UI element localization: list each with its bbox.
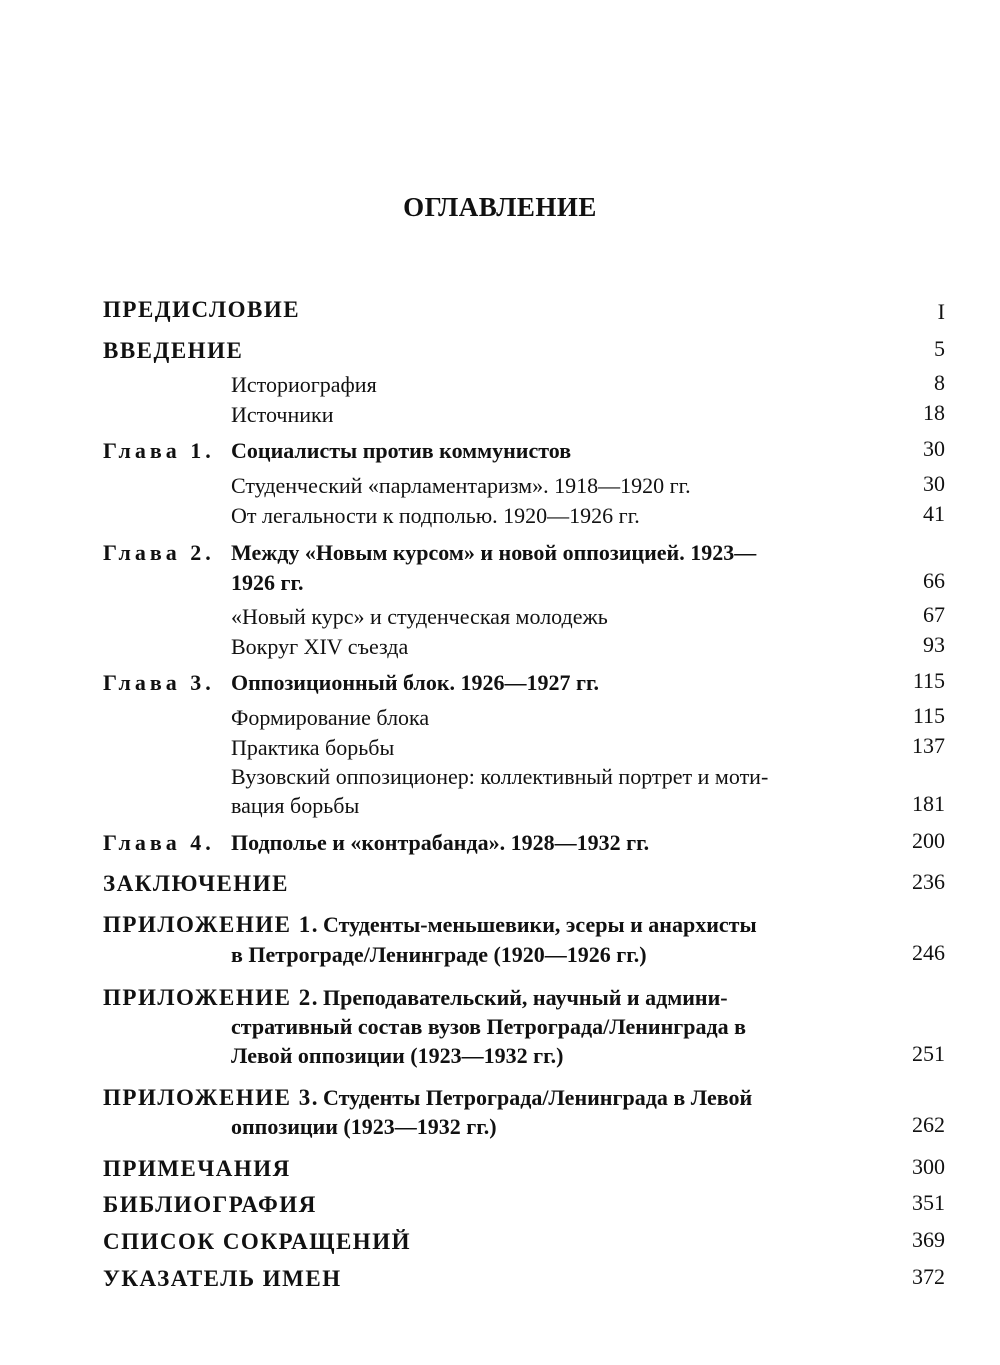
page-number: 30 — [923, 436, 945, 461]
chapter-label: Глава 1. — [103, 438, 215, 463]
toc-entry-chapter-2-line1[interactable] — [103, 540, 756, 566]
page-number: 41 — [923, 501, 945, 526]
toc-label: ПРИМЕЧАНИЯ — [103, 1156, 295, 1182]
page-number: 5 — [934, 336, 945, 361]
chapter-title: Между «Новым курсом» и новой оппозицией. 1923— — [231, 540, 757, 565]
page-number: 236 — [912, 869, 945, 894]
chapter-label: Глава 4. — [103, 830, 215, 855]
appendix-label: ПРИЛОЖЕНИЕ 1. — [103, 912, 319, 937]
appendix-title-continued: в Петрограде/Ленинграде (1920—1926 гг.) — [231, 942, 651, 968]
page-number: 200 — [912, 828, 945, 853]
toc-label: Практика борьбы — [231, 735, 398, 761]
page-number: 181 — [912, 791, 945, 816]
toc-entry-chapter-3[interactable] — [103, 670, 945, 702]
chapter-label: Глава 2. — [103, 540, 215, 565]
appendix-title-continued: оппозиции (1923—1932 гг.) — [231, 1114, 501, 1140]
toc-entry-appendix-1[interactable] — [103, 942, 945, 974]
toc-label: БИБЛИОГРАФИЯ — [103, 1192, 321, 1218]
appendix-title: Преподавательский, научный и админи- — [323, 985, 728, 1010]
page-number: 93 — [923, 632, 945, 657]
toc-entry-chapter-1-sub2[interactable] — [103, 503, 945, 535]
page-number: 18 — [923, 400, 945, 425]
page-number: 115 — [912, 703, 945, 728]
chapter-title: Социалисты против коммунистов — [231, 438, 572, 463]
appendix-title: Студенты Петрограда/Ленинграда в Левой — [323, 1085, 753, 1110]
page-number: 8 — [934, 370, 945, 395]
chapter-title-continued: 1926 гг. — [231, 570, 308, 596]
toc-entry-chapter-3-sub3-line1[interactable]: Вузовский оппозиционер: коллективный портрет и моти- — [231, 764, 769, 789]
toc-label: Формирование блока — [231, 705, 433, 731]
toc-entry-appendix-3[interactable] — [103, 1114, 945, 1146]
appendix-title: Студенты-меньшевики, эсеры и анархисты — [323, 912, 757, 937]
toc-entry-conclusion[interactable] — [103, 871, 945, 903]
toc-entry-abbreviations[interactable] — [103, 1229, 945, 1261]
toc-entry-appendix-2-line1[interactable] — [103, 985, 728, 1011]
toc-entry-notes[interactable] — [103, 1156, 945, 1188]
page-number: 351 — [912, 1190, 945, 1215]
toc-entry-appendix-2-line2[interactable]: стративный состав вузов Петрограда/Ленинграда в — [231, 1014, 746, 1039]
toc-label: От легальности к подполью. 1920—1926 гг. — [231, 503, 644, 529]
toc-entry-intro-sub2[interactable] — [103, 402, 945, 434]
toc-label: Студенческий «парламентаризм». 1918—1920 гг. — [231, 473, 695, 499]
page-number: 30 — [923, 471, 945, 496]
toc-entry-appendix-1-line1[interactable] — [103, 912, 757, 938]
toc-entry-chapter-3-sub2[interactable] — [103, 735, 945, 767]
page-number: 372 — [912, 1264, 945, 1289]
toc-label: УКАЗАТЕЛЬ ИМЕН — [103, 1266, 346, 1292]
page-number: I — [937, 299, 945, 324]
toc-label: ВВЕДЕНИЕ — [103, 338, 247, 364]
appendix-label: ПРИЛОЖЕНИЕ 3. — [103, 1085, 319, 1110]
toc-entry-chapter-1[interactable] — [103, 438, 945, 470]
toc-label: Вокруг XIV съезда — [231, 634, 412, 660]
appendix-title-continued: Левой оппозиции (1923—1932 гг.) — [231, 1043, 567, 1069]
page-number: 137 — [912, 733, 945, 758]
chapter-title: Оппозиционный блок. 1926—1927 гг. — [231, 670, 600, 695]
toc-entry-appendix-2[interactable] — [103, 1043, 945, 1075]
toc-label: вация борьбы — [231, 793, 363, 819]
toc-entry-chapter-2[interactable] — [103, 570, 945, 602]
page-number: 246 — [912, 940, 945, 965]
toc-entry-chapter-4[interactable] — [103, 830, 945, 862]
toc-entry-name-index[interactable] — [103, 1266, 945, 1298]
toc-entry-chapter-3-sub1[interactable] — [103, 705, 945, 737]
toc-label: «Новый курс» и студенческая молодежь — [231, 604, 612, 630]
toc-entry-chapter-3-sub3[interactable] — [103, 793, 945, 825]
toc-entry-appendix-3-line1[interactable] — [103, 1085, 752, 1111]
page-number: 300 — [912, 1154, 945, 1179]
toc-entry-preface[interactable] — [103, 297, 945, 329]
page-title: ОГЛАВЛЕНИЕ — [403, 192, 597, 222]
toc-entry-bibliography[interactable] — [103, 1192, 945, 1224]
page-number: 262 — [912, 1112, 945, 1137]
toc-entry-intro-sub1[interactable] — [103, 372, 945, 404]
page-number: 251 — [912, 1041, 945, 1066]
page-number: 369 — [912, 1227, 945, 1252]
toc-label: Источники — [231, 402, 337, 428]
toc-label: ЗАКЛЮЧЕНИЕ — [103, 871, 293, 897]
page-number: 66 — [923, 568, 945, 593]
chapter-title: Подполье и «контрабанда». 1928—1932 гг. — [231, 830, 650, 855]
toc-entry-intro[interactable] — [103, 338, 945, 370]
toc-entry-chapter-1-sub1[interactable] — [103, 473, 945, 505]
page-number: 67 — [923, 602, 945, 627]
toc-entry-chapter-2-sub1[interactable] — [103, 604, 945, 636]
page-number: 115 — [912, 668, 945, 693]
toc-label: ПРЕДИСЛОВИЕ — [103, 297, 304, 323]
toc-label: СПИСОК СОКРАЩЕНИЙ — [103, 1229, 415, 1255]
toc-entry-chapter-2-sub2[interactable] — [103, 634, 945, 666]
appendix-label: ПРИЛОЖЕНИЕ 2. — [103, 985, 319, 1010]
toc-label: Историография — [231, 372, 381, 398]
chapter-label: Глава 3. — [103, 670, 215, 695]
